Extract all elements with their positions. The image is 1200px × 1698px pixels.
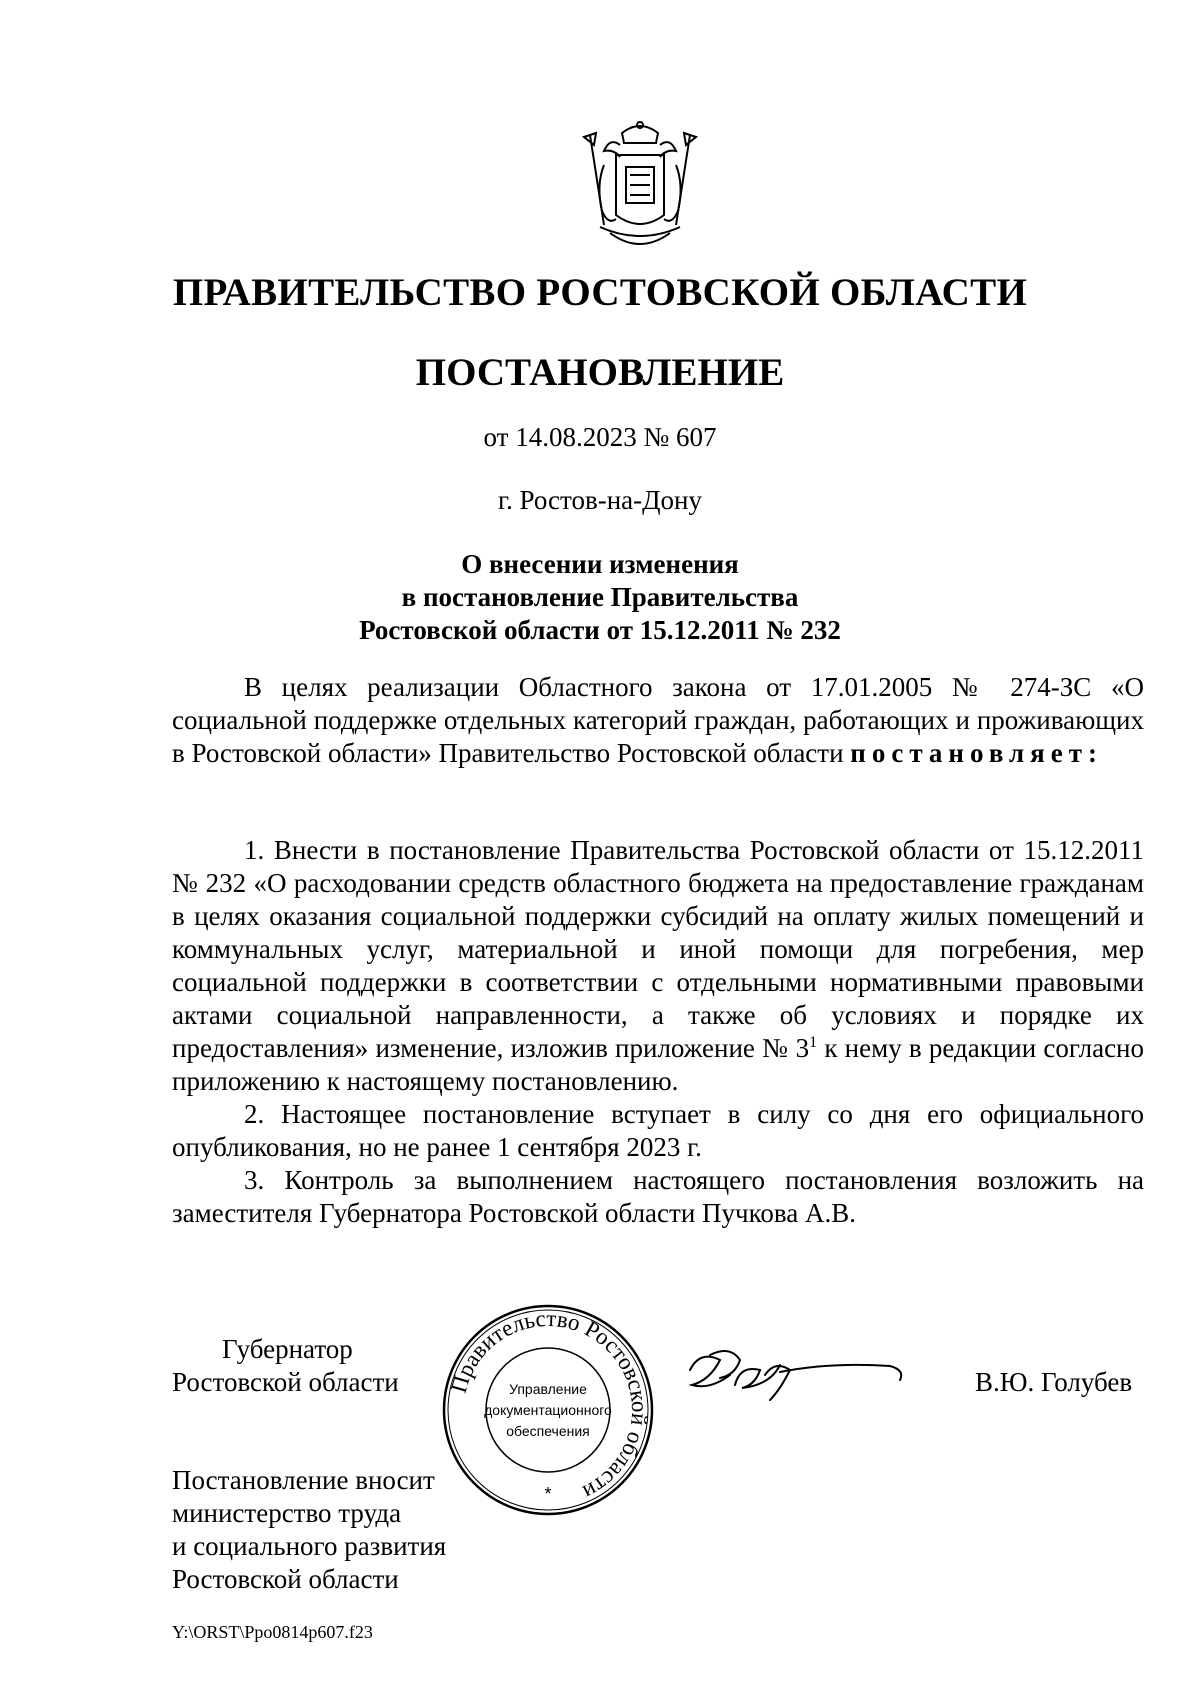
stamp-outer-text: Правительство Ростовской области — [445, 1305, 653, 1506]
date-number-line: от 14.08.2023 № 607 — [483, 422, 717, 452]
coat-of-arms-emblem — [560, 115, 720, 275]
resolves-word: постановляет: — [850, 738, 1104, 768]
introduced-by-block: Постановление вносит министерство труда и социального развития Ростовской области — [172, 1465, 447, 1594]
signatory-title: Губернатор Ростовской области — [172, 1334, 399, 1397]
preamble-text: В целях реализации Областного закона от 17.01.2005 № 274-ЗС «О социальной поддержке отдельных категорий граждан, работающих и проживающих в Ростовской области» Правительство Ростовской области — [172, 672, 1144, 768]
title-line-2: в постановление Правительства — [401, 582, 799, 612]
item-1: 1. Внести в постановление Правительства Ростовской области от 15.12.2011 № 232 «О расходовании средств областного бюджета на предоставление гражданам в целях оказания социальной поддержки субсидий на оплату жилых помещений и коммунальных услуг, материальной и иной помощи для погребения, мер социальной поддержки в соответствии с отдельными нормативными правовыми актами социальной направленности, а также об условиях и порядке их предоставления» изменение, изложив приложение № $3^1$ к нему в редакции согласно приложению к настоящему постановлению. — [172, 835, 1145, 1096]
city-line: г. Ростов-на-Дону — [497, 485, 702, 515]
stamp-inner-line-3: обеспечения — [506, 1423, 590, 1439]
item-2: 2. Настоящее постановление вступает в силу со дня его официального опубликования, но не ранее 1 сентября 2023 г. — [172, 1099, 1144, 1162]
government-heading: ПРАВИТЕЛЬСТВО РОСТОВСКОЙ ОБЛАСТИ — [172, 271, 1028, 314]
document-title — [0, 548, 1200, 647]
superscript: 1 — [809, 1034, 818, 1051]
official-stamp — [438, 1300, 658, 1520]
stamp-star: * — [544, 1484, 552, 1504]
preamble-paragraph — [172, 671, 1144, 770]
title-line-1: О внесении изменения — [461, 549, 739, 579]
handwritten-signature — [680, 1330, 920, 1420]
document-type: ПОСТАНОВЛЕНИЕ — [415, 351, 785, 394]
item-3: 3. Контроль за выполнением настоящего постановления возложить на заместителя Губернатора Ростовской области Пучкова А.В. — [172, 1165, 1144, 1228]
signatory-name: В.Ю. Голубев — [975, 1367, 1133, 1397]
title-line-3: Ростовской области от 15.12.2011 № 232 — [359, 615, 841, 645]
file-path: Y:\ORST\Ppo0814p607.f23 — [172, 1622, 373, 1642]
stamp-inner-line-2: документационного — [484, 1402, 612, 1418]
decree-items — [172, 834, 1144, 1230]
stamp-inner-line-1: Управление — [509, 1381, 587, 1397]
